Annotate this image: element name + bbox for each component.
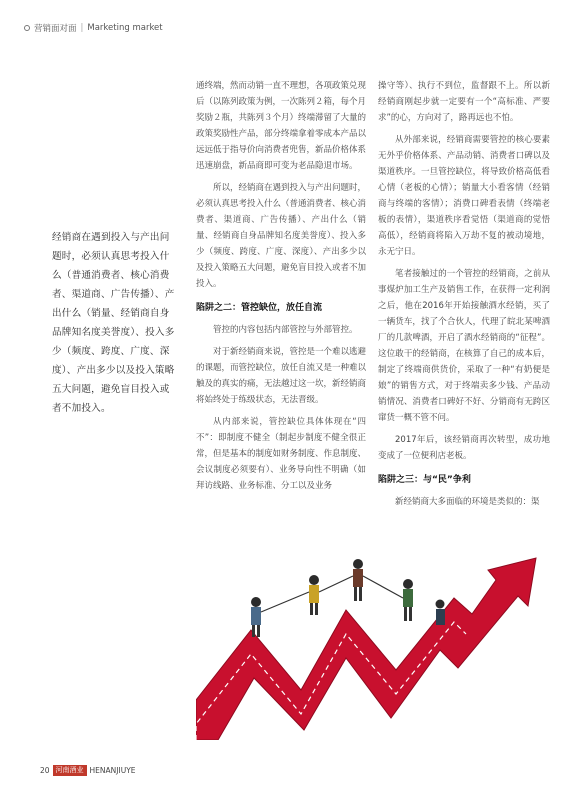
magazine-logo: 河南酒业 xyxy=(53,765,87,776)
body-paragraph: 从外部来说，经销商需要管控的核心要素无外乎价格体系、产品动销、消费者口碑以及渠道秩序。一旦管控缺位，将导致价格高低看心情（老板的心情）；销量大小看客情（经销商与终端的客情）；消费口碑看表情（终端老板的表情），渠道秩序看觉悟（渠道商的觉悟高低），经销商将陷入万劫不复的被动境地，永无宁日。 xyxy=(378,135,550,257)
pull-quote: 经销商在遇到投入与产出问题时，必须认真思考投入什么（普通消费者、核心消费者、渠道商、广告传播）、产出什么（销量、经销商自身品牌知名度美誉度）、投入多少（频度、跨度、广度、深度）、产出多少以及投入策略五大问题，避免盲目投入或者不加投入。 xyxy=(52,232,175,414)
body-paragraph: 操守等）、执行不到位，监督跟不上。所以新经销商刚起步就一定要有一个“高标准、严要求”的心，方向对了，路再远也不怕。 xyxy=(378,81,550,123)
right-column xyxy=(378,78,550,516)
page-footer xyxy=(40,765,136,776)
body-paragraph: 管控的内容包括内部管控与外部管控。 xyxy=(213,325,358,335)
section-heading: 陷阱之二：管控缺位，放任自流 xyxy=(196,303,323,313)
section-title: 营销面对面 xyxy=(34,24,77,34)
body-paragraph: 新经销商大多面临的环境是类似的：渠 xyxy=(395,497,540,507)
page-number: 20 xyxy=(40,766,50,775)
body-paragraph: 从内部来说，管控缺位具体体现在“四不”：即制度不健全（制起步制度不健全很正常，但是基本的制度如财务制度、作息制度、会议制度必须要有）、业务导向性不明确（如拜访线路、业务标准、分工以及业务 xyxy=(196,417,367,491)
body-paragraph: 对于新经销商来说，管控是一个难以逃避的课题，而管控缺位，放任自流又是一种难以触及的真实的痛，无法越过这一坎，新经销商将始终处于练级状态，无法晋级。 xyxy=(196,347,367,405)
illustration xyxy=(196,540,546,740)
middle-column xyxy=(196,78,366,500)
body-paragraph: 笔者接触过的一个管控的经销商，之前从事煤炉加工生产及销售工作，在获得一定利润之后，他在2016年开始接触酒水经销，买了一辆货车，找了个合伙人，代理了皖北某啤酒厂的几款啤酒，开启了酒水经销商的“征程”。这位敢干的经销商，在核算了自己的成本后，制定了终端商供货价，采取了一种“有奶便是娘”的销售方式，对于终端卖多少钱、产品动销情况、消费者口碑好不好、分销商有无跨区窜货一概不管不问。 xyxy=(378,269,550,423)
header-separator: | xyxy=(80,23,84,33)
body-paragraph: 所以，经销商在遇到投入与产出问题时，必须认真思考投入什么（普通消费者、核心消费者、渠道商、广告传播）、产出什么（销量、经销商自身品牌知名度美誉度）、投入多少（频度、跨度、广度、深度）、产出多少以及投入策略五大问题，避免盲目投入或者不加投入。 xyxy=(196,183,367,289)
person-figure xyxy=(436,600,446,626)
body-paragraph: 通终端，然而动销一直不理想，各项政策兑现后（以陈列政策为例，一次陈列２箱，每个月奖励２瓶，共陈列３个月）终端滞留了大量的政策奖励性产品，部分终端拿着零成本产品以远远低于指导价向消费者兜售，新品价格体系迅速崩盘，新品商即可变为老品隐退市场。 xyxy=(196,81,367,171)
body-paragraph: 2017年后，该经销商再次转型，成功地变成了一位便利店老板。 xyxy=(378,435,550,461)
page-header xyxy=(24,22,163,34)
section-heading: 陷阱之三：与“民”争利 xyxy=(378,475,471,485)
magazine-title: HENANJIUYE xyxy=(89,766,136,775)
circle-icon xyxy=(24,25,30,31)
rising-arrow-illustration xyxy=(196,540,546,740)
section-subtitle: Marketing market xyxy=(87,23,163,33)
